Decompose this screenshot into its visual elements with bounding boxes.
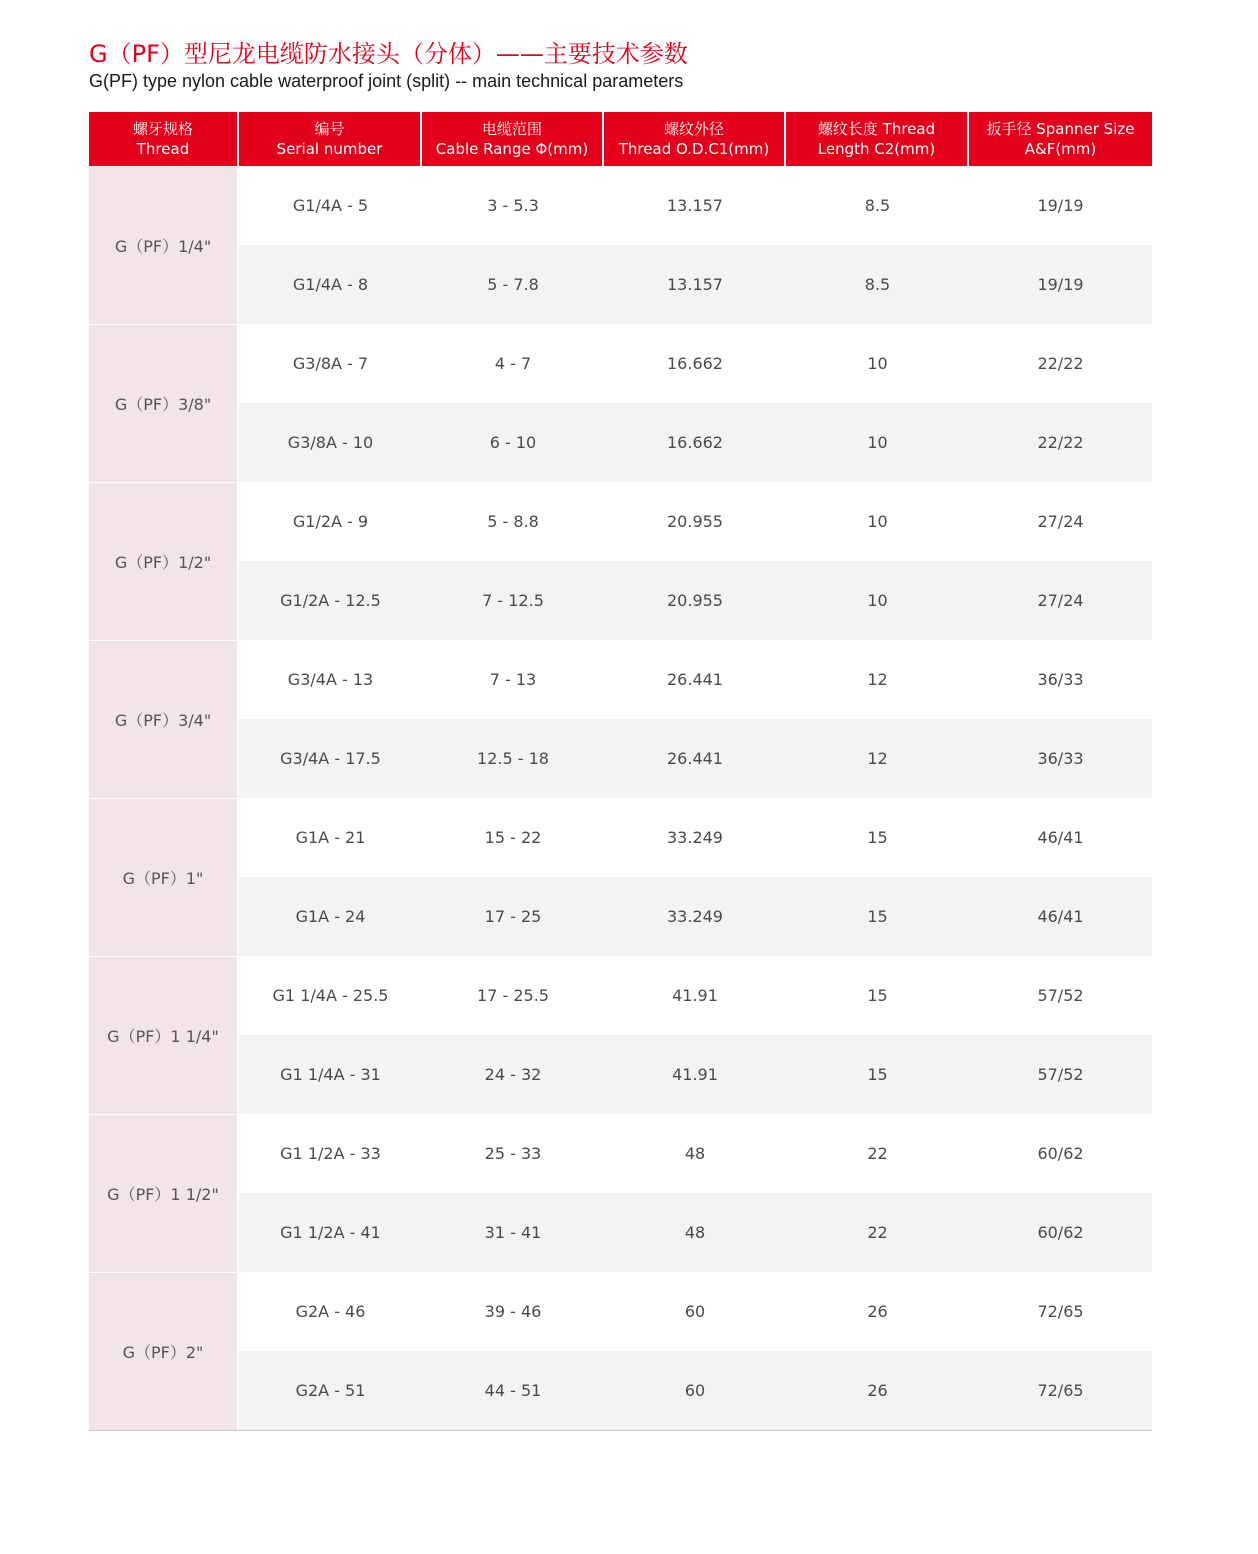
thread-od-cell: 20.955 bbox=[604, 561, 786, 640]
header-thread-en: Thread bbox=[136, 140, 190, 158]
serial-number-cell: G1/4A - 8 bbox=[239, 245, 422, 324]
cable-range-cell: 5 - 7.8 bbox=[422, 245, 604, 324]
thread-length-cell: 15 bbox=[786, 798, 969, 877]
header-spanner-size-cn: 扳手径 Spanner Size bbox=[986, 120, 1135, 138]
spanner-size-cell: 27/24 bbox=[969, 561, 1152, 640]
table-row bbox=[89, 324, 1152, 403]
thread-length-cell: 10 bbox=[786, 482, 969, 561]
header-cable-range-cn: 电缆范围 bbox=[481, 120, 542, 138]
serial-number-cell: G3/8A - 10 bbox=[239, 403, 422, 482]
table-row bbox=[89, 403, 1152, 482]
thread-od-cell: 26.441 bbox=[604, 719, 786, 798]
thread-length-cell: 15 bbox=[786, 1035, 969, 1114]
header-thread-od-en: Thread O.D.C1(mm) bbox=[618, 140, 770, 158]
spanner-size-cell: 36/33 bbox=[969, 640, 1152, 719]
header-thread-od bbox=[604, 112, 786, 166]
thread-length-cell: 8.5 bbox=[786, 166, 969, 245]
cable-range-cell: 44 - 51 bbox=[422, 1351, 604, 1430]
spanner-size-cell: 19/19 bbox=[969, 245, 1152, 324]
spanner-size-cell: 72/65 bbox=[969, 1351, 1152, 1430]
thread-spec-cell: G（PF）1/4" bbox=[89, 166, 239, 324]
thread-od-cell: 16.662 bbox=[604, 403, 786, 482]
table-row bbox=[89, 561, 1152, 640]
thread-spec-cell: G（PF）1" bbox=[89, 798, 239, 956]
header-cable-range-en: Cable Range Φ(mm) bbox=[435, 140, 589, 158]
cable-range-cell: 12.5 - 18 bbox=[422, 719, 604, 798]
table-row bbox=[89, 1272, 1152, 1351]
cable-range-cell: 31 - 41 bbox=[422, 1193, 604, 1272]
spanner-size-cell: 72/65 bbox=[969, 1272, 1152, 1351]
thread-od-cell: 16.662 bbox=[604, 324, 786, 403]
cable-range-cell: 17 - 25 bbox=[422, 877, 604, 956]
table-row bbox=[89, 1193, 1152, 1272]
table-row bbox=[89, 798, 1152, 877]
header-thread-cn: 螺牙规格 bbox=[132, 120, 193, 138]
header-thread-od-cn: 螺纹外径 bbox=[663, 120, 724, 138]
page-title-en: G(PF) type nylon cable waterproof joint (split) -- main technical parameters bbox=[89, 71, 684, 91]
thread-length-cell: 26 bbox=[786, 1272, 969, 1351]
thread-od-cell: 20.955 bbox=[604, 482, 786, 561]
serial-number-cell: G1 1/2A - 41 bbox=[239, 1193, 422, 1272]
spanner-size-cell: 46/41 bbox=[969, 877, 1152, 956]
table-body bbox=[89, 166, 1152, 1430]
table-row bbox=[89, 1035, 1152, 1114]
thread-od-cell: 33.249 bbox=[604, 798, 786, 877]
spanner-size-cell: 60/62 bbox=[969, 1114, 1152, 1193]
thread-spec-cell: G（PF）1/2" bbox=[89, 482, 239, 640]
thread-od-cell: 60 bbox=[604, 1351, 786, 1430]
cable-range-cell: 25 - 33 bbox=[422, 1114, 604, 1193]
serial-number-cell: G1/4A - 5 bbox=[239, 166, 422, 245]
serial-number-cell: G1/2A - 9 bbox=[239, 482, 422, 561]
header-serial-number-en: Serial number bbox=[276, 140, 383, 158]
thread-od-cell: 13.157 bbox=[604, 245, 786, 324]
table-row bbox=[89, 1351, 1152, 1430]
cable-range-cell: 15 - 22 bbox=[422, 798, 604, 877]
serial-number-cell: G1 1/2A - 33 bbox=[239, 1114, 422, 1193]
header-spanner-size bbox=[969, 112, 1152, 166]
cable-range-cell: 39 - 46 bbox=[422, 1272, 604, 1351]
cable-range-cell: 3 - 5.3 bbox=[422, 166, 604, 245]
spanner-size-cell: 57/52 bbox=[969, 1035, 1152, 1114]
serial-number-cell: G1 1/4A - 31 bbox=[239, 1035, 422, 1114]
cable-range-cell: 6 - 10 bbox=[422, 403, 604, 482]
serial-number-cell: G2A - 51 bbox=[239, 1351, 422, 1430]
spanner-size-cell: 60/62 bbox=[969, 1193, 1152, 1272]
serial-number-cell: G3/4A - 17.5 bbox=[239, 719, 422, 798]
spanner-size-cell: 22/22 bbox=[969, 403, 1152, 482]
thread-od-cell: 26.441 bbox=[604, 640, 786, 719]
header-cable-range bbox=[422, 112, 604, 166]
thread-length-cell: 10 bbox=[786, 561, 969, 640]
spanner-size-cell: 19/19 bbox=[969, 166, 1152, 245]
spanner-size-cell: 36/33 bbox=[969, 719, 1152, 798]
thread-length-cell: 12 bbox=[786, 640, 969, 719]
page-title-cn: G（PF）型尼龙电缆防水接头（分体）——主要技术参数 bbox=[89, 40, 688, 68]
header-thread-length-cn: 螺纹长度 Thread bbox=[817, 120, 936, 138]
spanner-size-cell: 27/24 bbox=[969, 482, 1152, 561]
spanner-size-cell: 46/41 bbox=[969, 798, 1152, 877]
thread-length-cell: 22 bbox=[786, 1114, 969, 1193]
header-serial-number-cn: 编号 bbox=[314, 120, 345, 138]
serial-number-cell: G3/4A - 13 bbox=[239, 640, 422, 719]
cable-range-cell: 7 - 12.5 bbox=[422, 561, 604, 640]
thread-spec-cell: G（PF）1 1/4" bbox=[89, 956, 239, 1114]
table-row bbox=[89, 482, 1152, 561]
thread-length-cell: 12 bbox=[786, 719, 969, 798]
table-row bbox=[89, 640, 1152, 719]
thread-od-cell: 13.157 bbox=[604, 166, 786, 245]
thread-spec-cell: G（PF）3/8" bbox=[89, 324, 239, 482]
header-thread bbox=[89, 112, 239, 166]
table-row bbox=[89, 956, 1152, 1035]
header-serial-number bbox=[239, 112, 422, 166]
serial-number-cell: G1 1/4A - 25.5 bbox=[239, 956, 422, 1035]
thread-od-cell: 41.91 bbox=[604, 1035, 786, 1114]
serial-number-cell: G1/2A - 12.5 bbox=[239, 561, 422, 640]
thread-length-cell: 8.5 bbox=[786, 245, 969, 324]
thread-spec-cell: G（PF）3/4" bbox=[89, 640, 239, 798]
serial-number-cell: G1A - 21 bbox=[239, 798, 422, 877]
header-spanner-size-en: A&F(mm) bbox=[1024, 140, 1097, 158]
cable-range-cell: 4 - 7 bbox=[422, 324, 604, 403]
cable-range-cell: 7 - 13 bbox=[422, 640, 604, 719]
thread-length-cell: 26 bbox=[786, 1351, 969, 1430]
header-thread-length bbox=[786, 112, 969, 166]
spanner-size-cell: 57/52 bbox=[969, 956, 1152, 1035]
table-row bbox=[89, 877, 1152, 956]
thread-spec-cell: G（PF）1 1/2" bbox=[89, 1114, 239, 1272]
thread-length-cell: 15 bbox=[786, 956, 969, 1035]
table-header bbox=[89, 112, 1152, 166]
table-row bbox=[89, 1114, 1152, 1193]
thread-length-cell: 15 bbox=[786, 877, 969, 956]
table-row bbox=[89, 245, 1152, 324]
thread-od-cell: 33.249 bbox=[604, 877, 786, 956]
thread-od-cell: 48 bbox=[604, 1193, 786, 1272]
serial-number-cell: G2A - 46 bbox=[239, 1272, 422, 1351]
thread-od-cell: 48 bbox=[604, 1114, 786, 1193]
thread-length-cell: 10 bbox=[786, 403, 969, 482]
cable-range-cell: 17 - 25.5 bbox=[422, 956, 604, 1035]
cable-range-cell: 24 - 32 bbox=[422, 1035, 604, 1114]
thread-length-cell: 22 bbox=[786, 1193, 969, 1272]
table-row bbox=[89, 166, 1152, 245]
table-row bbox=[89, 719, 1152, 798]
serial-number-cell: G1A - 24 bbox=[239, 877, 422, 956]
cable-range-cell: 5 - 8.8 bbox=[422, 482, 604, 561]
spanner-size-cell: 22/22 bbox=[969, 324, 1152, 403]
thread-length-cell: 10 bbox=[786, 324, 969, 403]
thread-od-cell: 60 bbox=[604, 1272, 786, 1351]
thread-od-cell: 41.91 bbox=[604, 956, 786, 1035]
serial-number-cell: G3/8A - 7 bbox=[239, 324, 422, 403]
spec-table bbox=[89, 112, 1152, 1431]
header-thread-length-en: Length C2(mm) bbox=[817, 140, 936, 158]
header-row bbox=[89, 112, 1152, 166]
thread-spec-cell: G（PF）2" bbox=[89, 1272, 239, 1430]
